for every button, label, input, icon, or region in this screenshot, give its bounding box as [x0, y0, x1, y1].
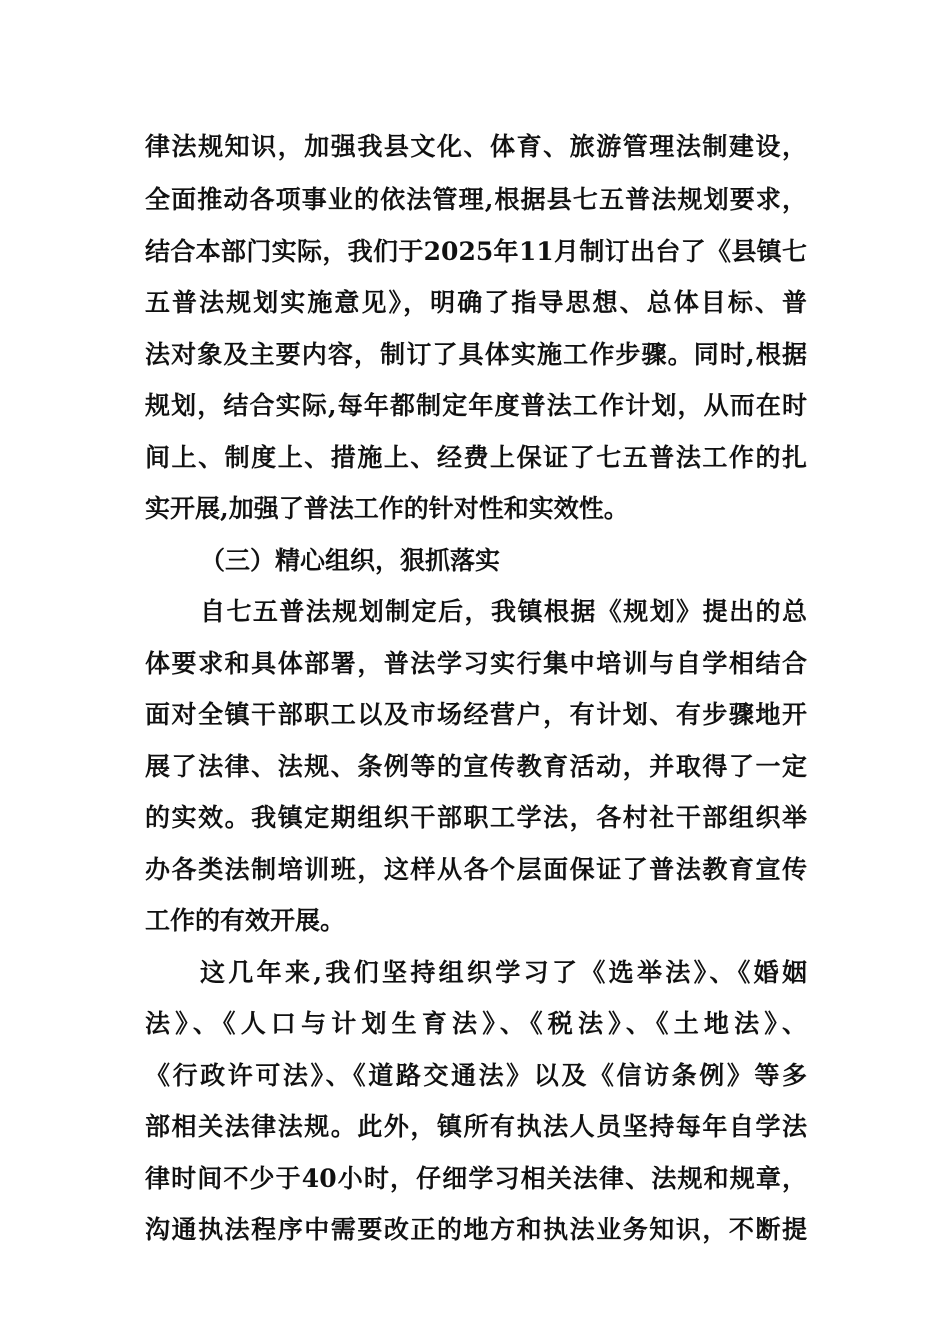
- paragraph-line: 这几年来,我们坚持组织学习了《选举法》、《婚姻: [200, 958, 807, 987]
- section-heading: （三）精心组织，狠抓落实: [200, 546, 501, 575]
- paragraph-line: 办各类法制培训班，这样从各个层面保证了普法教育宣传: [145, 855, 807, 884]
- paragraph-line: 《行政许可法》、《道路交通法》以及《信访条例》等多: [145, 1061, 807, 1090]
- paragraph-line: 法对象及主要内容，制订了具体实施工作步骤。同时,根据: [145, 340, 807, 369]
- paragraph-line: 结合本部门实际，我们于2025年11月制订出台了《县镇七: [145, 237, 807, 266]
- paragraph-line: 间上、制度上、措施上、经费上保证了七五普法工作的扎: [145, 443, 807, 472]
- paragraph-line: 体要求和具体部署，普法学习实行集中培训与自学相结合: [145, 649, 807, 678]
- paragraph-line: 法》、《人口与计划生育法》、《税法》、《土地法》、: [145, 1009, 807, 1038]
- paragraph-line: 实开展,加强了普法工作的针对性和实效性。: [145, 494, 629, 523]
- paragraph-line: 沟通执法程序中需要改正的地方和执法业务知识，不断提: [145, 1215, 807, 1244]
- paragraph-line: 部相关法律法规。此外，镇所有执法人员坚持每年自学法: [145, 1112, 807, 1141]
- paragraph-line: 全面推动各项事业的依法管理,根据县七五普法规划要求，: [145, 185, 807, 214]
- paragraph-line: 的实效。我镇定期组织干部职工学法，各村社干部组织举: [145, 803, 807, 832]
- paragraph-line: 律法规知识，加强我县文化、体育、旅游管理法制建设，: [145, 132, 807, 161]
- paragraph-line: 面对全镇干部职工以及市场经营户，有计划、有步骤地开: [145, 700, 807, 729]
- paragraph-line: 五普法规划实施意见》，明确了指导思想、总体目标、普: [145, 288, 807, 317]
- paragraph-line: 工作的有效开展。: [145, 906, 346, 935]
- paragraph-line: 自七五普法规划制定后，我镇根据《规划》提出的总: [200, 597, 807, 626]
- paragraph-line: 展了法律、法规、条例等的宣传教育活动，并取得了一定: [145, 752, 807, 781]
- paragraph-line: 律时间不少于40小时，仔细学习相关法律、法规和规章，: [145, 1164, 807, 1193]
- paragraph-line: 规划，结合实际,每年都制定年度普法工作计划，从而在时: [145, 391, 807, 420]
